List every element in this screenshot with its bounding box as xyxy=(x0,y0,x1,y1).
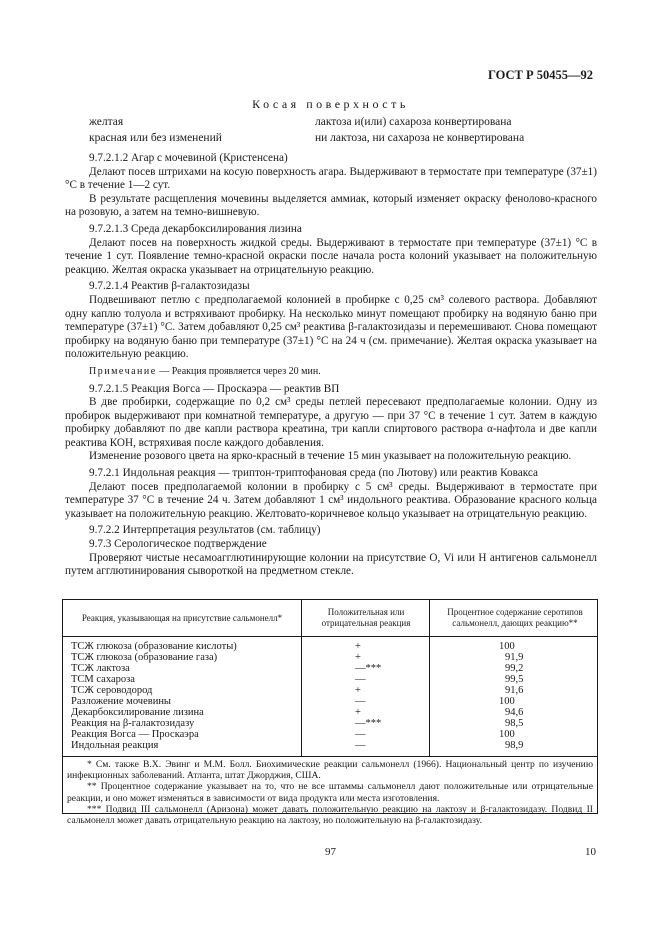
note-label: Примечание xyxy=(89,365,157,377)
table-header-sign: Положительная или отрицательная реакция xyxy=(301,600,430,636)
cell-reaction: ТСЖ глюкоза (образование газа) xyxy=(71,652,218,663)
result-row xyxy=(89,116,512,128)
cell-sign: —*** xyxy=(355,718,382,729)
cell-percent: 91,9 xyxy=(505,652,524,663)
paragraph: В две пробирки, содержащие по 0,2 см³ среды петлей пересевают предполагаемые колонии. Одну из пробирок выдерживают при комнатной температуре, а другую — при 37 °С в течение 1 сут. Затем в каждую пробирку добавляют по две капли раствора креатина, три капли спиртового раствора α-нафтола и две капли реактива КОН, встряхивая после каждого добавления. xyxy=(65,396,597,449)
cell-percent: 99,5 xyxy=(505,674,524,685)
cell-sign: — xyxy=(355,674,366,685)
heading-serology: 9.7.3 Серологическое подтверждение xyxy=(89,538,267,551)
body-text xyxy=(65,149,597,579)
table-header-reaction: Реакция, указывающая на присутствие сальмонелл* xyxy=(81,612,283,623)
heading-urea-agar: 9.7.2.1.2 Агар с мочевиной (Кристенсена) xyxy=(89,152,288,164)
result-color: желтая xyxy=(89,116,124,128)
cell-reaction: ТСМ сахароза xyxy=(71,674,135,685)
footnote: ** Процентное содержание указывает на то, что не все штаммы сальмонелл дают положительные или отрицательные реакции, и оно может изменяться в зависимости от вида продукта или места изготовления. xyxy=(67,781,593,804)
heading-lysine: 9.7.2.1.3 Среда декарбоксилирования лизина xyxy=(89,222,302,235)
table-row xyxy=(63,675,599,685)
sheet-number: 10 xyxy=(585,846,596,858)
result-meaning: ни лактоза, ни сахароза не конвертирована xyxy=(315,132,525,144)
table-row xyxy=(63,719,599,729)
cell-reaction: ТСЖ сероводород xyxy=(71,685,153,696)
heading-interpretation: 9.7.2.2 Интерпретация результатов (см. таблицу) xyxy=(89,524,321,537)
table-row xyxy=(63,642,599,652)
result-color: красная или без изменений xyxy=(89,132,222,144)
table-header-percent: Процентное содержание серотипов сальмонелл, дающих реакцию** xyxy=(429,600,600,636)
footnotes xyxy=(62,756,598,827)
page-number: 97 xyxy=(325,846,336,858)
cell-percent: 94,6 xyxy=(505,707,524,718)
note xyxy=(65,365,597,379)
cell-reaction: ТСЖ глюкоза (образование кислоты) xyxy=(71,641,237,652)
heading-galactosidase: 9.7.2.1.4 Реактив β-галактозидазы xyxy=(89,280,250,293)
cell-sign: + xyxy=(355,685,361,696)
paragraph: Изменение розового цвета на ярко-красный в течение 15 мин указывает на положительную реакцию. xyxy=(89,450,572,463)
cell-sign: + xyxy=(355,652,361,663)
cell-percent: 100 xyxy=(499,729,515,740)
heading-indole: 9.7.2.1 Индольная реакция — триптон-триптофановая среда (по Лютову) или реактив Ковакса xyxy=(89,467,538,480)
table-row xyxy=(63,730,599,740)
cell-percent: 98,5 xyxy=(505,718,524,729)
table-row xyxy=(63,653,599,663)
cell-sign: + xyxy=(355,641,361,652)
cell-percent: 100 xyxy=(499,641,515,652)
paragraph: Делают посев штрихами на косую поверхность агара. Выдерживают в термостате при температуре (37±1) °С в течение 1—2 сут. xyxy=(65,165,597,192)
table-row xyxy=(63,708,599,718)
table-row xyxy=(63,697,599,707)
cell-reaction: Реакция Вогса — Проскаэра xyxy=(71,729,199,740)
paragraph: Делают посев на поверхность жидкой среды. Выдерживают в термостате при температуре (37±1) °С в течение 1 сут. Появление темно-красной окраски после начала роста колоний указывает на положительную реакцию. Желтая окраска указывает на отрицательную реакцию. xyxy=(65,236,597,276)
cell-sign: — xyxy=(355,696,366,707)
footnote: * См. также В.Х. Эвинг и М.М. Болл. Биохимические реакции сальмонелл (1966). Национальный центр по изучению инфекционных заболеваний. Атланта, штат Джорджия, США. xyxy=(67,759,593,782)
cell-reaction: Индольная реакция xyxy=(71,740,159,751)
cell-sign: — xyxy=(355,740,366,751)
cell-sign: —*** xyxy=(355,663,382,674)
paragraph: В результате расщепления мочевины выделяется аммиак, который изменяет окраску фенолово-красного на розовую, а затем на темно-вишневую. xyxy=(65,192,597,219)
heading-voges-proskauer: 9.7.2.1.5 Реакция Вогса — Проскаэра — реактив ВП xyxy=(89,382,340,395)
table-row xyxy=(63,741,599,751)
cell-reaction: Декарбоксилирование лизина xyxy=(71,707,204,718)
paragraph: Подвешивают петлю с предполагаемой колонией в пробирке с 0,25 см³ солевого раствора. Добавляют одну каплю толуола и встряхивают пробирку. На несколько минут помещают пробирку на водяную баню при температуре (37±1) °С. Затем добавляют 0,25 см³ реактива β-галактозидазы и перемешивают. Снова помещают пробирку на водяную баню при температуре (37±1) °С на 24 ч (см. примечание). Желтая окраска указывает на положительную реакцию. xyxy=(65,293,597,361)
paragraph: Проверяют чистые несамоагглютинирующие колонии на присутствие O, Vi или Н антигенов сальмонелл путем агглютинирования сывороткой на предметном стекле. xyxy=(65,551,597,578)
cell-sign: + xyxy=(355,707,361,718)
cell-sign: — xyxy=(355,729,366,740)
paragraph: Делают посев предполагаемой колонии в пробирку с 5 см³ среды. Выдерживают в термостате при температуре 37 °С в течение 24 ч. Затем добавляют 1 см³ индольного реактива. Образование красного кольца указывает на положительную реакцию. Желтовато-коричневое кольцо указывает на отрицательную реакцию. xyxy=(65,480,597,520)
result-row xyxy=(89,132,525,144)
table-row xyxy=(63,686,599,696)
note-text: — Реакция проявляется через 20 мин. xyxy=(156,365,321,377)
table-row xyxy=(63,664,599,674)
cell-reaction: Разложение мочевины xyxy=(71,696,171,707)
table-divider xyxy=(63,636,597,637)
section-title: Косая поверхность xyxy=(252,97,409,111)
cell-percent: 99,2 xyxy=(505,663,524,674)
cell-percent: 91,6 xyxy=(505,685,524,696)
cell-reaction: Реакция на β-галактозидазу xyxy=(71,718,195,729)
cell-percent: 98,9 xyxy=(505,740,524,751)
standard-designation: ГОСТ Р 50455—92 xyxy=(487,68,593,82)
result-meaning: лактоза и(или) сахароза конвертирована xyxy=(315,116,512,128)
cell-reaction: ТСЖ лактоза xyxy=(71,663,130,674)
footnote: *** Подвид III сальмонелл (Аризона) может давать положительную реакцию на лактозу и β-галактозидазу. Подвид II сальмонелл может давать отрицательную реакцию на лактозу, но положительную на β-галактозидазу. xyxy=(67,803,593,827)
results-table xyxy=(62,599,598,757)
cell-percent: 100 xyxy=(499,696,515,707)
